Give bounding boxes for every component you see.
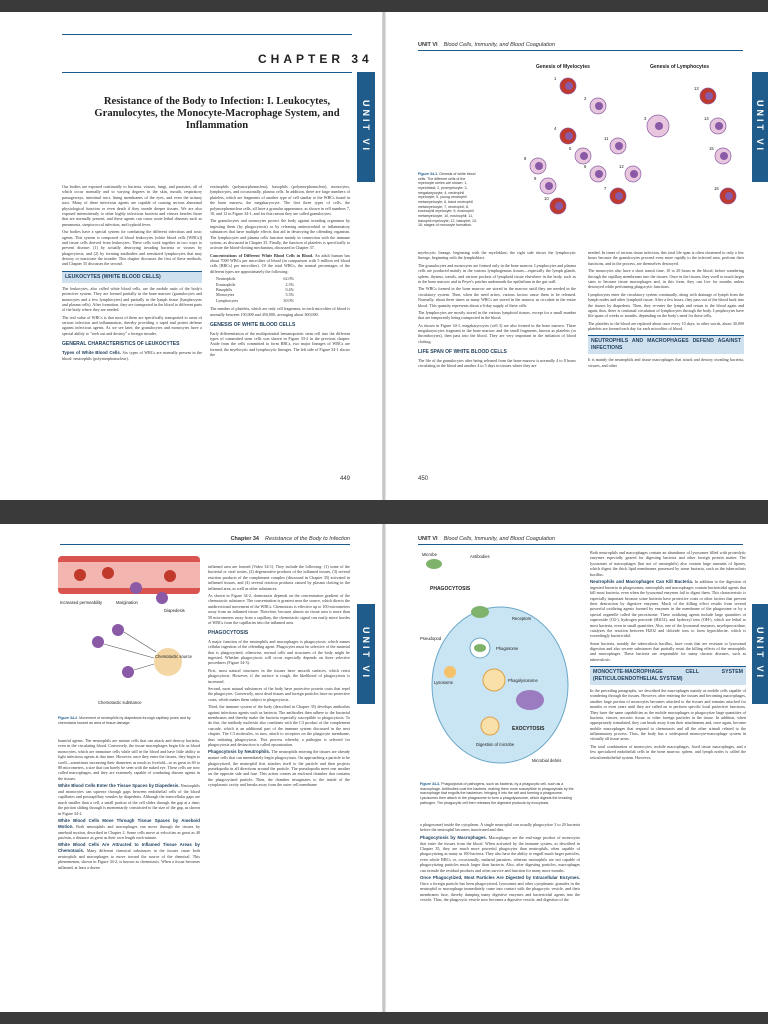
paragraph: The lymphocytes are mostly stored in the various lymphoid tissues, except for a small number that are temporarily being transported in the blood.	[418, 309, 576, 321]
cell-nucleus	[715, 122, 723, 130]
paragraph: Our bodies have a special system for combating the different infectious and toxic agents. This system is composed of blood leukocytes (white blood cells [WBCs]) and tissue cells derived from leukocytes. These cells work together in two ways to prevent disease: (1) by actually destroying invading bacteria or viruses by phagocytosis, and (2) by forming antibodies and sensitized lymphocytes that may destroy or inactivate the invader. This chapter discusses the first of these methods, and Chapter 35 discusses the second.	[62, 229, 202, 267]
list-label: Monocytes	[216, 292, 235, 298]
bottom-page-spread	[0, 524, 768, 1012]
figure-34-2-chemotaxis	[58, 552, 200, 712]
page-number: 449	[340, 476, 351, 482]
paragraph	[420, 875, 580, 902]
figure-caption	[418, 172, 480, 228]
lysosome	[444, 666, 456, 678]
cell-nucleus	[725, 192, 733, 200]
paragraph: harmful agents. The neutrophils are mature cells that can attack and destroy bacteria, even in the circulating blood. Conversely, the tissue macrophages begin life as blood monocytes, which are immature cells while still in the blood and have little ability to fight infectious agents at that time. However, once they enter the tissues, they begin to swell—sometimes increasing their diameters as much as fivefold—to as great as 60 to 80 micrometers, a size that can barely be seen with the naked eye. These cells are now called macrophages, and they are extremely capable of combating disease agents in the tissues.	[58, 738, 200, 781]
neutrophil	[92, 636, 104, 648]
cell-nucleus	[595, 170, 603, 178]
label-phagocytosis: PHAGOCYTOSIS	[430, 586, 471, 592]
section-heading: GENESIS OF WHITE BLOOD CELLS	[210, 321, 296, 328]
unit-tab: UNIT VI	[752, 72, 768, 182]
text-column-1	[418, 250, 576, 486]
list-value: 0.4%	[285, 287, 294, 293]
cell-number-label: 6	[584, 164, 587, 169]
paragraph-text: Once a foreign particle has been phagocytized, lysosomes and other cytoplasmic granules in the neutrophil or macrophage immediately come into contact with the phagocytic vesicle, and their membranes fuse, thereby dumping many digestive enzymes and bactericidal agents into the vesicle. Thus, the phagocytic vesicle now becomes a digestive vesicle, and digestion of the	[420, 880, 580, 902]
list-item	[216, 298, 294, 303]
subheading: Neutrophils and Macrophages Can Kill Bacteria.	[590, 578, 694, 584]
neutrophil	[122, 666, 134, 678]
figure-34-3-phagocytosis	[420, 550, 580, 780]
cell-number-label: 4	[554, 126, 557, 131]
section-heading: NEUTROPHILS AND MACROPHAGES DEFEND AGAINST INFECTIONS	[588, 335, 744, 354]
label-margination: Margination	[116, 600, 138, 605]
subheading: White Blood Cells Enter the Tissue Spaces by Diapedesis.	[58, 783, 180, 789]
paragraph: Lymphocytes enter the circulatory system continually, along with drainage of lymph from the lymph nodes and other lymphoid tissue. After a few hours, they pass out of the blood back into the tissues by diapedesis. Then, they re-enter the lymph and return to the blood again and again; thus, there is continual circulation of lymphocytes through the body. Lymphocytes have life spans of weeks or months, depending on the body's need for these cells.	[588, 291, 744, 319]
microbe	[474, 644, 486, 652]
cell-nucleus	[595, 102, 603, 110]
digestion-vesicle	[481, 717, 499, 735]
paragraph-text: The neutrophils entering the tissues are already mature cells that can immediately begin phagocytosis. On approaching a particle to be phagocytized, the neutrophil first attaches itself to the particle and then projects pseudopodia in all directions around the particle. The pseudopodia meet one another on the opposite side and fuse. This action creates an enclosed chamber that contains the phagocytized particle. Then, the chamber invaginates to the inside of the cytoplasmic cavity and breaks away from the outer cell membrane	[208, 749, 350, 788]
label-permeability: Increased permeability	[60, 600, 103, 605]
text-column-1	[62, 184, 202, 484]
label-chemotactic-substance: Chemotactic substance	[98, 700, 142, 705]
subheading: Once Phagocytized, Most Particles Are Digested by Intracellular Enzymes.	[420, 874, 580, 880]
label-microbe: Microbe	[422, 552, 437, 557]
paragraph: The life of the granulocytes after being released from the bone marrow is normally 4 to 8 hours circulating in the blood and another 4 to 5 days in tissues where they are	[418, 357, 576, 369]
paragraph	[590, 579, 746, 639]
cell-number-label: 5	[569, 146, 572, 151]
paragraph: It is mainly the neutrophils and tissue macrophages that attack and destroy invading bacteria, viruses, and other	[588, 357, 744, 368]
paragraph	[58, 783, 200, 816]
cell-number-label: 16	[714, 186, 719, 191]
neutrophil-margination	[130, 582, 142, 594]
paragraph: The monocytes also have a short transit time, 10 to 20 hours in the blood, before wandering through the capillary membranes into the tissues. Once in the tissues, they swell to much larger sizes to become tissue macrophages and, in this form, they can live for months unless destroyed while performing phagocytic functions.	[588, 268, 744, 290]
figure-caption-text: Genesis of white blood cells. The different cells of the myelocyte series are shown: 1, myeloblast; 2, promyelocyte; 3, megakaryocyte; 4, neutrophil myelocyte; 5, young neutrophil metamyelocyte; 6, band neutrophil metamyelocyte; 7, neutrophil; 8, eosinophil myelocyte; 9, eosinophil metamyelocyte; 10, eosinophil; 11, basophil myelocyte; 12, basophil; 13-16, stages of monocyte formation.	[418, 172, 478, 228]
paragraph: Second, most natural substances of the body have protective protein coats that repel the phagocytes. Conversely, most dead tissues and foreign particles have no protective coats, which makes them subject to phagocytosis.	[208, 686, 350, 702]
text-column-2	[210, 184, 350, 484]
unit-tab: UNIT VI	[357, 604, 375, 704]
list-value: 62.0%	[283, 276, 294, 282]
paragraph: Our bodies are exposed continually to bacteria, viruses, fungi, and parasites, all of which occur normally and to varying degrees in the skin, mouth, respiratory passageways, intestinal tract, lining membranes of the eyes, and even the urinary tract. Many of these infectious agents are capable of causing serious abnormal physiological function or even death if they invade deeper tissues. We are also exposed intermittently to other highly infectious bacteria and viruses besides those that are normally present, and these agents can cause acute lethal diseases such as pneumonia, streptococcal infection, and typhoid fever.	[62, 184, 202, 227]
unit-tab: UNIT VI	[357, 72, 375, 182]
cell-nucleus	[655, 122, 663, 130]
cell-number-label: 2	[584, 96, 587, 101]
neutrophil-diapedesis	[156, 592, 168, 604]
chapter-label: CHAPTER 34	[258, 52, 373, 66]
cell-nucleus	[580, 152, 588, 160]
cell-number-label: 11	[604, 136, 609, 141]
section-heading: MONOCYTE-MACROPHAGE CELL SYSTEM (RETICULOENDOTHELIAL SYSTEM)	[590, 666, 746, 685]
figure-caption	[58, 716, 200, 725]
label-lysosome: Lysosome	[434, 680, 453, 685]
cell-nucleus	[615, 192, 623, 200]
cell-nucleus	[565, 82, 573, 90]
running-header-title: Resistance of the Body to Infection	[265, 536, 350, 542]
label-antibodies: Antibodies	[470, 554, 490, 559]
section-heading: PHAGOCYTOSIS	[208, 630, 249, 637]
list-label: Eosinophils	[216, 281, 236, 287]
label-receptors: Receptors	[512, 616, 532, 621]
cell-nucleus	[535, 162, 543, 170]
text-column-1	[420, 822, 580, 1008]
movement-arrow	[124, 632, 156, 652]
cell-nucleus	[705, 92, 713, 100]
paragraph: Third, the immune system of the body (described in Chapter 35) develops antibodies against infectious agents such as bacteria. The antibodies then adhere to the bacterial membranes and thereby make the bacteria especially susceptible to phagocytosis. To do this, the antibody molecule also combines with the C3 product of the complement cascade, which is an additional part of the immune system discussed in the next chapter. The C3 molecules, in turn, attach to receptors on the phagocyte membrane, thus initiating phagocytosis. This process whereby a pathogen is selected for phagocytosis and destruction is called opsonization.	[208, 704, 350, 747]
figure-caption-label: Figure 34-1.	[418, 172, 439, 176]
red-cell	[74, 569, 86, 581]
paragraph	[210, 253, 350, 275]
list-label: Basophils	[216, 287, 233, 293]
paragraph: The total combination of monocytes, mobile macrophages, fixed tissue macrophages, and a few specialized endothelial cells in the bone marrow, spleen, and lymph nodes is called the reticuloendothelial system. However,	[590, 743, 746, 760]
section-heading: GENERAL CHARACTERISTICS OF LEUKOCYTES	[62, 341, 180, 348]
label-phagosome: Phagosome	[496, 646, 519, 651]
section-heading: LIFE SPAN OF WHITE BLOOD CELLS	[418, 349, 507, 356]
label-phagolysosome: Phagolysosome	[508, 678, 538, 683]
label-diapedesis: Diapedesis	[164, 608, 185, 613]
paragraph: The leukocytes, also called white blood cells, are the mobile units of the body's protective system. They are formed partially in the bone marrow (granulocytes and monocytes and a few lymphocytes) and partially in the lymph tissue (lymphocytes and plasma cells). After formation, they are transported in the blood to different parts of the body where they are needed.	[62, 285, 202, 313]
figure-caption-text: Movement of neutrophils by diapedesis through capillary pores and by chemotaxis toward an area of tissue damage.	[58, 716, 191, 725]
cell-nucleus	[555, 202, 563, 210]
nucleus	[516, 690, 544, 710]
chapter-rule	[62, 34, 352, 35]
label-myelocytes: Genesis of Myelocytes	[536, 64, 590, 70]
text-column-2	[590, 550, 746, 1008]
figure-caption	[420, 782, 580, 805]
phagolysosome	[483, 669, 505, 691]
chemotactic-source	[154, 648, 182, 676]
microbe	[471, 606, 489, 618]
cell-nucleus	[630, 170, 638, 178]
book-gutter	[382, 524, 386, 1012]
label-microbial-debris: Microbial debris	[532, 758, 562, 763]
cell-number-label: 12	[619, 164, 624, 169]
paragraph-text: Neutrophils and monocytes can squeeze through gaps between endothelial cells of the blood capillaries and postcapillary venules by diapedesis. Although the intercellular gaps are much smaller than a cell, a small portion of the cell slides through the gap at a time; the portion sliding through is momentarily constricted to the size of the gap, as shown in Figure 34-2.	[58, 783, 200, 816]
chapter-title: Resistance of the Body to Infection: I. Leukocytes, Granulocytes, the Monocyte-Macrophage System, and Inflammation	[94, 96, 340, 132]
cell-number-label: 14	[704, 116, 709, 121]
book-gutter	[382, 12, 386, 500]
cell-number-label: 10	[544, 196, 549, 201]
text-column-2	[208, 564, 350, 1006]
figure-caption-label: Figure 34-2.	[58, 716, 79, 720]
subheading: White Blood Cells Move Through Tissue Spaces by Ameboid Motion.	[58, 817, 200, 829]
section-heading: LEUKOCYTES (WHITE BLOOD CELLS)	[62, 271, 202, 283]
list-value: 30.0%	[283, 297, 294, 303]
running-header	[418, 42, 743, 51]
paragraph: inflamed area are formed (Video 34-1). They include the following: (1) some of the bacterial or viral toxins, (2) degenerative products of the inflamed tissues, (3) several reaction products of the complement complex (discussed in Chapter 35) activated in inflamed tissues, and (4) several reaction products caused by plasma clotting in the inflamed area, as well as other substances.	[208, 564, 350, 591]
paragraph: The granulocytes and monocytes are formed only in the bone marrow. Lymphocytes and plasma cells are produced mainly in the various lymphogenous tissues—especially the lymph glands, spleen, thymus, tonsils, and various pockets of lymphoid tissue elsewhere in the body, such as in the bone marrow and in Peyer's patches underneath the epithelium in the gut wall.	[418, 262, 576, 284]
cell-number-label: 9	[534, 176, 537, 181]
paragraph-text: Macrophages are the end-stage product of monocytes that enter the tissues from the blood. When activated by the immune system, as described in Chapter 35, they are much more powerful phagocytes than neutrophils, often capable of phagocytizing as many as 100 bacteria. They also have the ability to engulf much larger particles, even whole RBCs or, occasionally, malarial parasites, whereas neutrophils are not capable of phagocytizing particles much larger than bacteria. Also, after digesting particles, macrophages can extrude the residual products and often survive and function for many more months.	[420, 834, 580, 873]
cell-number-label: 8	[524, 156, 527, 161]
paragraph-text: An adult human has about 7000 WBCs per microliter of blood (in comparison with 5 million red blood cells [RBCs] per microliter). Of the total WBCs, the normal percentages of the different types are approximately the following:	[210, 252, 350, 274]
cell-number-label: 15	[709, 146, 714, 151]
red-cell	[164, 570, 176, 582]
list-value: 2.3%	[285, 281, 294, 287]
label-digestion: Digestion of microbe	[476, 742, 515, 747]
cell-nucleus	[545, 182, 553, 190]
paragraph: As shown in Figure 34-2, chemotaxis depends on the concentration gradient of the chemotactic substance. The concentration is greatest near the source, which directs the unidirectional movement of the WBCs. Chemotaxis is effective up to 100 micrometers away from an inflamed tissue. Therefore, because almost no tissue area is more than 50 micrometers away from a capillary, the chemotactic signal can easily move hordes of WBCs from the capillaries into the inflamed area.	[208, 592, 350, 625]
paragraph: Both neutrophils and macrophages contain an abundance of lysosomes filled with proteolytic enzymes especially geared for digesting bacteria and other foreign protein matter. The lysosomes of macrophages (but not of neutrophils) also contain large amounts of lipases, which digest the thick lipid membranes possessed by some bacteria, such as the tuberculosis bacillus.	[590, 550, 746, 577]
running-header-title: Blood Cells, Immunity, and Blood Coagulation	[443, 42, 556, 48]
paragraph: A major function of the neutrophils and macrophages is phagocytosis, which means cellular ingestion of the offending agent. Phagocytes must be selective of the material that is phagocytized; otherwise, normal cells and structures of the body might be ingested. Whether phagocytosis will occur especially depends on three selective procedures (Figure 34-3).	[208, 638, 350, 666]
subheading: Concentrations of Different White Blood Cells in Blood.	[210, 252, 314, 258]
text-column-2	[588, 250, 744, 486]
paragraph: Early differentiation of the multipotential hematopoietic stem cell into the different types of committed stem cells was shown in Figure 33-2 in the previous chapter. Aside from the cells committed to form RBCs, two major lineages of WBCs are formed, the myelocytic and lymphocytic lineages. The left side of Figure 34-1 shows the	[210, 330, 350, 358]
cell-number-label: 1	[554, 76, 557, 81]
list-label: Neutrophils	[216, 276, 236, 282]
paragraph	[208, 749, 350, 787]
unit-tab: UNIT VI	[752, 604, 768, 704]
red-cell	[102, 567, 114, 579]
cell-number-label: 7	[604, 186, 607, 191]
figure-caption-label: Figure 34-3.	[420, 782, 441, 786]
running-header-title: Blood Cells, Immunity, and Blood Coagulation	[443, 536, 556, 542]
label-lymphocytes: Genesis of Lymphocytes	[650, 64, 709, 70]
paragraph-text: Many different chemical substances in the tissues cause both neutrophils and macrophages to move toward the source of the chemical. This phenomenon, shown in Figure 34-2, is known as chemotaxis. When a tissue becomes inflamed, at least a dozen	[58, 848, 200, 870]
figure-caption-text: Phagocytosis of pathogens, such as bacteria, by a phagocytic cell, such as a macrophage. Antibodies coat the bacteria, making them more susceptible to phagocytosis by the macrophage that engulfs the bacterium, bringing it into the cell and forming a phagosome. Lysosomes then attach to the phagosome to form a phagolysosome, which digests the invading pathogen. The phagocytic cell then releases the digested products by exocytosis.	[420, 782, 574, 805]
paragraph: Some bacteria, notably the tuberculosis bacillus, have coats that are resistant to lysosomal digestion and also secrete substances that partially resist the killing effects of the neutrophils and macrophages. These bacteria are responsible for many chronic diseases, such as tuberculosis.	[590, 640, 746, 662]
cell-number-label: 13	[694, 86, 699, 91]
paragraph-text: Six types of WBCs are normally present in the blood: neutrophils (polymorphonuclear),	[62, 349, 202, 361]
paragraph-text: In addition to the digestion of ingested bacteria in phagosomes, neutrophils and macrophages contain bactericidal agents that kill most bacteria, even when the lysosomal enzymes fail to digest them. This characteristic is especially important because some bacteria have protective coats or other factors that prevent their destruction by digestive enzymes. Much of the killing effect results from several powerful oxidizing agents formed by enzymes in the membrane of the phagosome or by a special organelle called the peroxisome. These oxidizing agents include large quantities of superoxide (O2-), hydrogen peroxide (H2O2), and hydroxyl ions (OH-), which are lethal to most bacteria, even in small quantities. Also, one of the lysosomal enzymes, myeloperoxidase, catalyzes the reaction between H2O2 and chloride ions to form hypochlorite, which is exceedingly bactericidal.	[590, 578, 746, 639]
microbe	[426, 559, 442, 569]
paragraph: The WBCs formed in the bone marrow are stored in the marrow until they are needed in the circulatory system. Then, when the need arises, various factors cause them to be released. Normally, about three times as many WBCs are stored in the marrow as circulate in the entire blood. This quantity represents about a 6-day supply of these cells.	[418, 286, 576, 308]
running-header-unit: UNIT VI	[418, 42, 438, 48]
label-pseudopod: Pseudopod	[420, 636, 442, 641]
paragraph: The granulocytes and monocytes protect the body against invading organisms by ingesting them (by phagocytosis) or by releasing antimicrobial or inflammatory substances that have multiple effects that aid in destroying the offending organism. The lymphocytes and plasma cells function mainly in connection with the immune system, as discussed in Chapter 35. Finally, the function of platelets is specifically to activate the blood-clotting mechanism, discussed in Chapter 37.	[210, 218, 350, 251]
paragraph: In the preceding paragraphs, we described the macrophages mainly as mobile cells capable of wandering through the tissues. However, after entering the tissues and becoming macrophages, another large portion of monocytes becomes attached to the tissues and remains attached for months or even years until they are called on to perform specific local protective functions. They have the same capabilities as the mobile macrophages to phagocytize large quantities of bacteria, viruses, necrotic tissue, or other foreign particles in the tissue. In addition, when appropriately stimulated, they can break away from their attachments and, once again, become mobile macrophages that respond to chemotaxis and all the other stimuli related to the inflammatory process. Thus, the body has a widespread monocyte-macrophage system in virtually all tissue areas.	[590, 687, 746, 742]
running-header	[418, 536, 743, 545]
chapter-rule	[62, 72, 352, 73]
cell-nucleus	[565, 132, 573, 140]
running-header	[60, 536, 350, 545]
subheading: White Blood Cells Are Attracted to Inflamed Tissue Areas by Chemotaxis.	[58, 842, 200, 854]
paragraph: First, most natural structures in the tissues have smooth surfaces, which resist phagocytosis. However, if the surface is rough, the likelihood of phagocytosis is increased.	[208, 667, 350, 684]
paragraph: The number of platelets, which are only cell fragments, in each microliter of blood is normally between 150,000 and 450,000, averaging about 300,000.	[210, 306, 350, 317]
list-value: 5.3%	[285, 292, 294, 298]
running-header-unit: UNIT VI	[418, 536, 438, 542]
cell-number-label: 3	[644, 116, 647, 121]
paragraph	[62, 350, 202, 361]
paragraph: a phagosome) inside the cytoplasm. A single neutrophil can usually phagocytize 3 to 20 bacteria before the neutrophil becomes inactivated and dies.	[420, 822, 580, 833]
list-label: Lymphocytes	[216, 297, 239, 303]
paragraph: needed. In times of serious tissue infection, this total life span is often shortened to only a few hours because the granulocytes proceed even more rapidly to the infected area, perform their functions, and in the process, are themselves destroyed.	[588, 250, 744, 266]
paragraph: eosinophils (polymorphonuclear), basophils (polymorphonuclear), monocytes, lymphocytes, and occasionally, plasma cells. In addition, there are large numbers of platelets, which are fragments of another type of cell similar to the WBCs found in the bone marrow, the megakaryocyte. The first three types of cells, the polymorphonuclear cells, all have a granular appearance, as shown in cell numbers 7, 10, and 12 in Figure 34-1, and for this reason they are called granulocytes.	[210, 184, 350, 216]
paragraph	[58, 818, 200, 840]
cell-nucleus	[615, 142, 623, 150]
running-header-chapter: Chapter 34	[230, 536, 259, 542]
neutrophil	[112, 624, 124, 636]
paragraph: The platelets in the blood are replaced about once every 10 days; in other words, about 30,000 platelets are formed each day for each microliter of blood.	[588, 320, 744, 332]
paragraph-text: Both neutrophils and macrophages can move through the tissues by ameboid motion, described in Chapter 2. Some cells move at velocities as great as 40 μm/min, a distance as great as their own length each minute.	[58, 823, 200, 840]
label-chemotactic-source: Chemotactic source	[155, 654, 193, 659]
top-page-spread	[0, 12, 768, 500]
paragraph: myelocytic lineage, beginning with the myeloblast; the right side shows the lymphocytic lineage, beginning with the lymphoblast.	[418, 250, 576, 261]
text-column-1	[58, 738, 200, 1006]
paragraph: The real value of WBCs is that most of them are specifically transported to areas of serious infection and inflammation, thereby providing a rapid and potent defense against infectious agents. As we see later, the granulocytes and monocytes have a special ability to "seek out and destroy" a foreign invader.	[62, 314, 202, 336]
page-number: 450	[418, 476, 429, 482]
paragraph: As shown in Figure 34-1, megakaryocytes (cell 3) are also formed in the bone marrow. These megakaryocytes fragment in the bone marrow and the small fragments, known as platelets (or thrombocytes), then pass into the blood. They are very important in the initiation of blood clotting.	[418, 322, 576, 344]
label-exocytosis: EXOCYTOSIS	[512, 726, 545, 732]
cell-nucleus	[720, 152, 728, 160]
movement-arrow	[134, 664, 154, 670]
paragraph	[58, 842, 200, 870]
paragraph	[420, 835, 580, 873]
subheading: Phagocytosis by Macrophages.	[420, 834, 487, 840]
subheading: Phagocytosis by Neutrophils.	[208, 749, 271, 755]
wbc-percentage-list	[216, 276, 350, 303]
subheading: Types of White Blood Cells.	[62, 349, 122, 355]
